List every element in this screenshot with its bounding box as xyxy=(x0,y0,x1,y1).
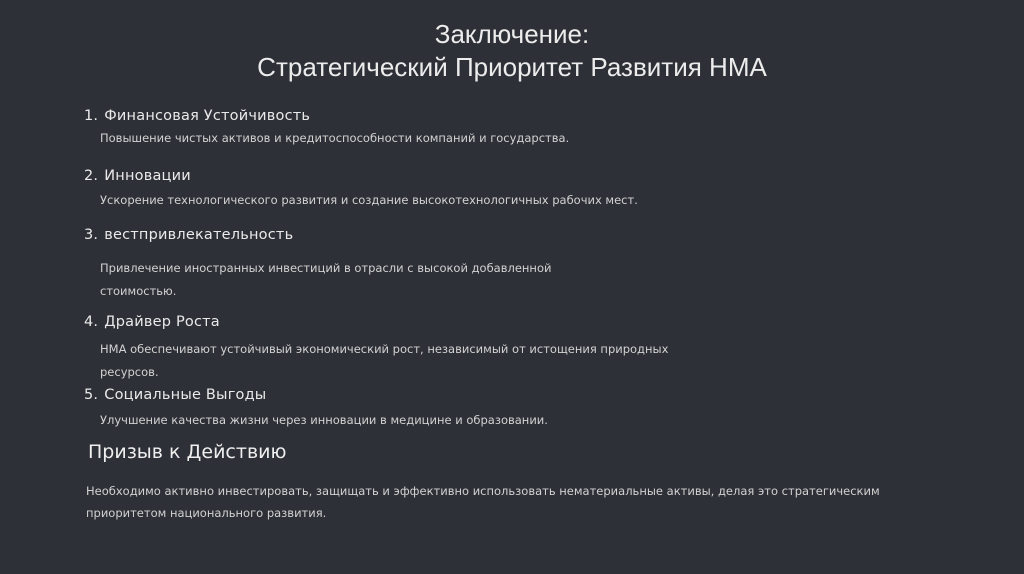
list-item-4-heading xyxy=(84,314,220,330)
list-item-5-title: Социальные Выгоды xyxy=(104,387,267,403)
slide-title-line-1: Заключение: xyxy=(434,19,590,49)
list-item-4-body-line-2: ресурсов. xyxy=(100,365,159,379)
list-item-2-heading xyxy=(84,168,191,184)
list-item-3-body-line-2: стоимостью. xyxy=(100,284,177,298)
call-to-action-body xyxy=(86,480,946,524)
list-item-5-body xyxy=(100,409,740,432)
list-item-1-number: 1. xyxy=(84,108,99,124)
call-to-action-heading: Призыв к Действию xyxy=(88,441,287,463)
list-item-4-body xyxy=(100,338,740,384)
list-item-2-number: 2. xyxy=(84,168,99,184)
call-to-action-line-1: Необходимо активно инвестировать, защищать и эффективно использовать нематериальные активы, делая это стратегическим xyxy=(86,484,880,498)
list-item-2-title: Инновации xyxy=(104,168,191,184)
list-item-1-body xyxy=(100,127,740,150)
list-item-2-body xyxy=(100,189,740,212)
list-item-3-body xyxy=(100,257,740,303)
list-item-3-number: 3. xyxy=(84,227,99,243)
list-item-2-body-line-1: Ускорение технологического развития и создание высокотехнологичных рабочих мест. xyxy=(100,193,638,207)
call-to-action-line-2: приоритетом национального развития. xyxy=(86,506,327,520)
list-item-1-heading xyxy=(84,108,310,124)
list-item-5-body-line-1: Улучшение качества жизни через инновации в медицине и образовании. xyxy=(100,413,548,427)
list-item-3-heading xyxy=(84,227,293,243)
list-item-3-title: вестпривлекательность xyxy=(104,227,294,243)
slide-title xyxy=(0,18,1024,84)
list-item-4-number: 4. xyxy=(84,314,99,330)
list-item-3-body-line-1: Привлечение иностранных инвестиций в отрасли с высокой добавленной xyxy=(100,261,552,275)
list-item-4-body-line-1: НМА обеспечивают устойчивый экономический рост, независимый от истощения природных xyxy=(100,342,669,356)
slide-title-line-2: Стратегический Приоритет Развития НМА xyxy=(257,52,767,82)
list-item-5-number: 5. xyxy=(84,387,99,403)
list-item-5-heading xyxy=(84,387,266,403)
list-item-1-body-line-1: Повышение чистых активов и кредитоспособности компаний и государства. xyxy=(100,131,570,145)
list-item-1-title: Финансовая Устойчивость xyxy=(104,108,311,124)
list-item-4-title: Драйвер Роста xyxy=(104,314,220,330)
